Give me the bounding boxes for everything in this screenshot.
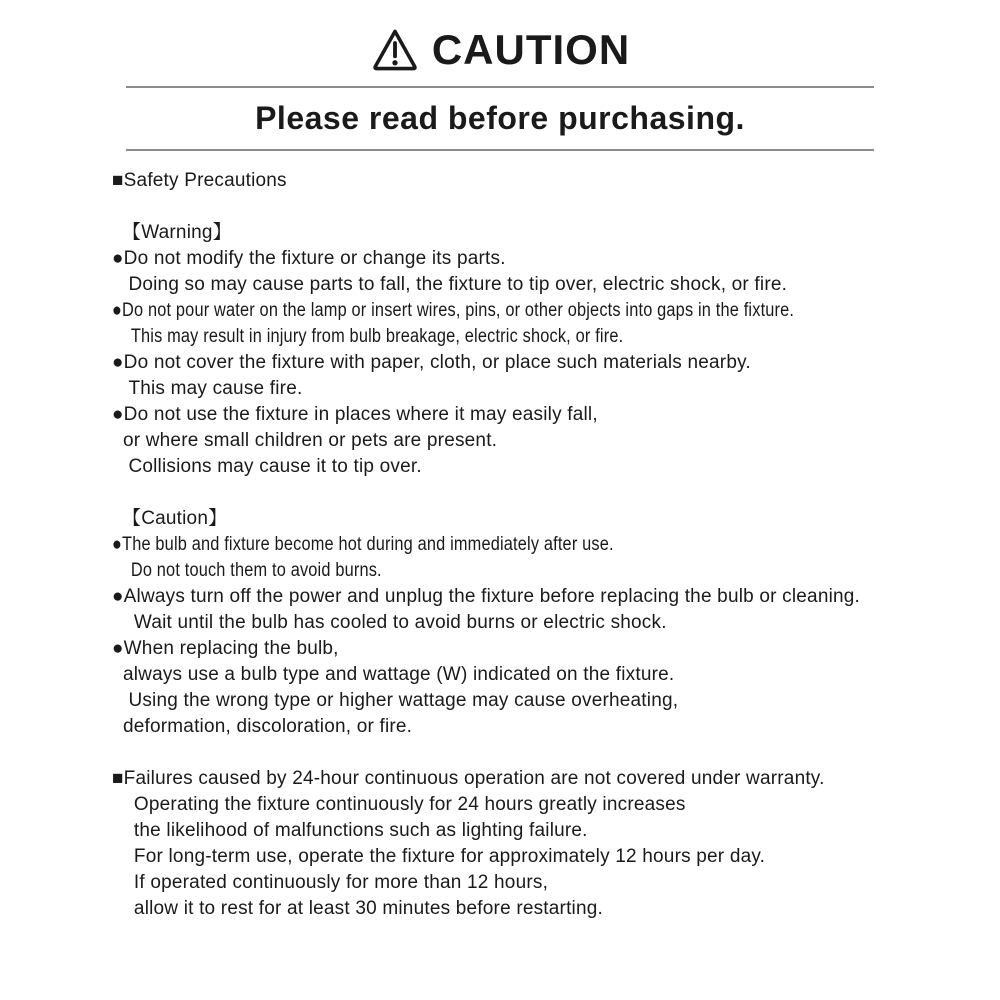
warranty-heading-line: ■Failures caused by 24-hour continuous operation are not covered under warranty.: [112, 768, 825, 789]
notice-line: the likelihood of malfunctions such as lighting failure.: [112, 820, 588, 841]
notice-line: ●The bulb and fixture become hot during and immediately after use.: [112, 534, 614, 555]
warning-section: [112, 220, 960, 480]
notice-line: Doing so may cause parts to fall, the fixture to tip over, electric shock, or fire.: [112, 274, 788, 295]
notice-line: ●Do not cover the fixture with paper, cloth, or place such materials nearby.: [112, 352, 751, 373]
caution-title-row: [0, 24, 1000, 76]
notice-line: ●Do not pour water on the lamp or insert wires, pins, or other objects into gaps in the fixture.: [112, 300, 795, 321]
notice-line: If operated continuously for more than 12 hours,: [112, 872, 549, 893]
safety-precautions-heading: ■Safety Precautions: [112, 170, 287, 191]
warranty-section: [112, 766, 960, 922]
warning-section-heading: 【Warning】: [122, 222, 232, 243]
notice-line: Wait until the bulb has cooled to avoid burns or electric shock.: [112, 612, 667, 633]
notice-line: deformation, discoloration, or fire.: [112, 716, 413, 737]
notice-line: ●Do not modify the fixture or change its parts.: [112, 248, 506, 269]
notice-line: Using the wrong type or higher wattage may cause overheating,: [112, 690, 679, 711]
divider-bottom: [126, 149, 874, 151]
notice-line: ●Always turn off the power and unplug the fixture before replacing the bulb or cleaning.: [112, 586, 861, 607]
page-subtitle: Please read before purchasing.: [255, 100, 745, 136]
notice-line: always use a bulb type and wattage (W) indicated on the fixture.: [112, 664, 675, 685]
caution-section: [112, 506, 960, 740]
divider-top: [126, 86, 874, 88]
notice-line: This may result in injury from bulb breakage, electric shock, or fire.: [112, 326, 624, 347]
notice-line: Collisions may cause it to tip over.: [112, 456, 422, 477]
notice-line: Operating the fixture continuously for 24 hours greatly increases: [112, 794, 686, 815]
notice-line: Do not touch them to avoid burns.: [112, 560, 382, 581]
caution-title: CAUTION: [431, 26, 631, 73]
notice-line: or where small children or pets are present.: [112, 430, 498, 451]
notice-line: ●Do not use the fixture in places where it may easily fall,: [112, 404, 598, 425]
notice-line: allow it to rest for at least 30 minutes before restarting.: [112, 898, 603, 919]
precautions-body: [0, 168, 1000, 922]
notice-line: For long-term use, operate the fixture for approximately 12 hours per day.: [112, 846, 766, 867]
caution-section-heading: 【Caution】: [122, 508, 228, 529]
notice-line: This may cause fire.: [112, 378, 303, 399]
notice-line: ●When replacing the bulb,: [112, 638, 339, 659]
warning-triangle-icon: [370, 26, 420, 74]
